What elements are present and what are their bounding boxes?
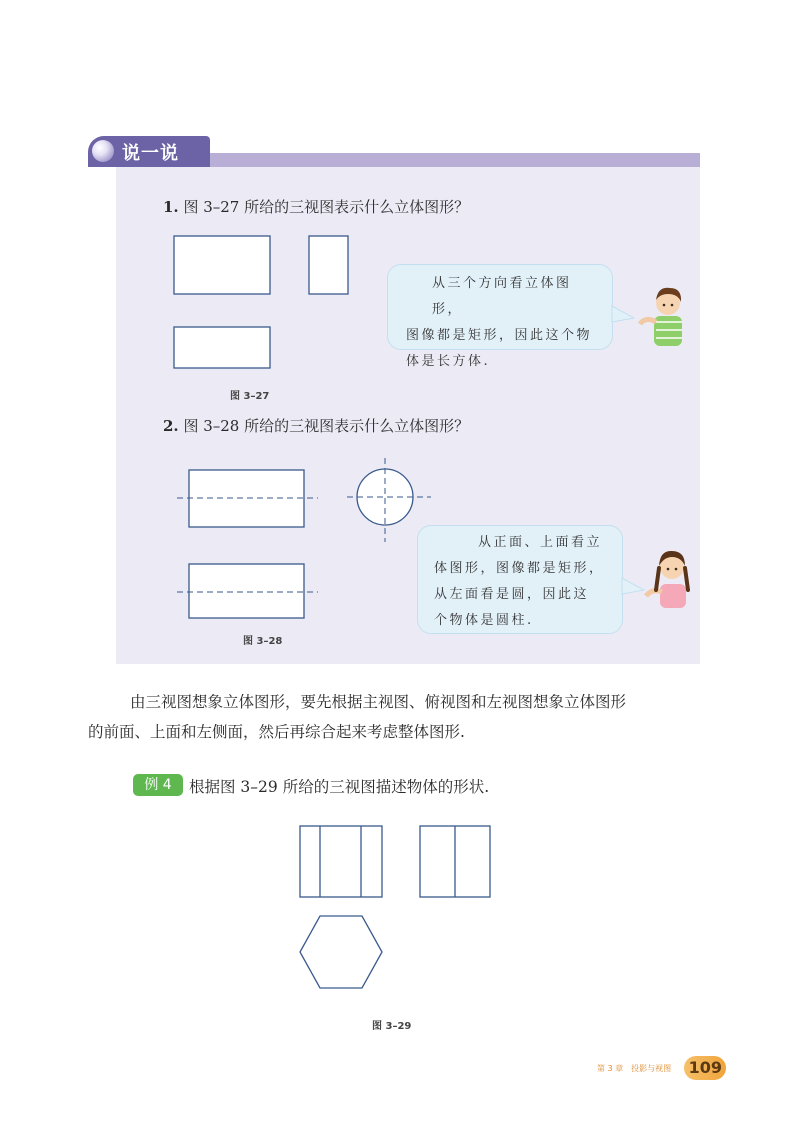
bubble-2-line: 体图形，图像都是矩形， [434,561,605,576]
bubble-1-line: 从三个方向看立体图形， [432,276,572,317]
example-badge: 例 4 [133,774,183,796]
body-line-1: 由三视图想象立体图形，要先根据主视图、俯视图和左视图想象立体图形 [130,693,627,711]
section-title: 说一说 [122,143,179,164]
page-number: 109 [688,1058,722,1077]
question-2-number: 2. [163,417,179,435]
figure-3-29-caption: 图 3–29 [372,1021,412,1032]
bubble-1-line: 体是长方体. [406,354,491,369]
figure-3-27-caption: 图 3–27 [230,391,270,402]
example-text: 根据图 3–29 所给的三视图描述物体的形状. [189,778,490,796]
figure-3-28-caption: 图 3–28 [243,636,283,647]
question-1-number: 1. [163,198,179,216]
question-2-text: 图 3–28 所给的三视图表示什么立体图形？ [183,417,470,435]
front-view-rectangle [300,826,382,897]
chapter-footer: 第 3 章 投影与视图 [597,1064,672,1073]
question-1-text: 图 3–27 所给的三视图表示什么立体图形？ [183,198,470,216]
top-view-hexagon [300,916,382,988]
bubble-2-line: 从左面看是圆，因此这 [434,587,590,602]
body-line-2: 的前面、上面和左侧面，然后再综合起来考虑整体图形. [88,723,465,741]
bubble-2-line: 个物体是圆柱. [434,613,534,628]
bubble-2-line: 从正面、上面看立 [478,535,603,550]
bubble-1-line: 图像都是矩形，因此这个物 [406,328,593,343]
